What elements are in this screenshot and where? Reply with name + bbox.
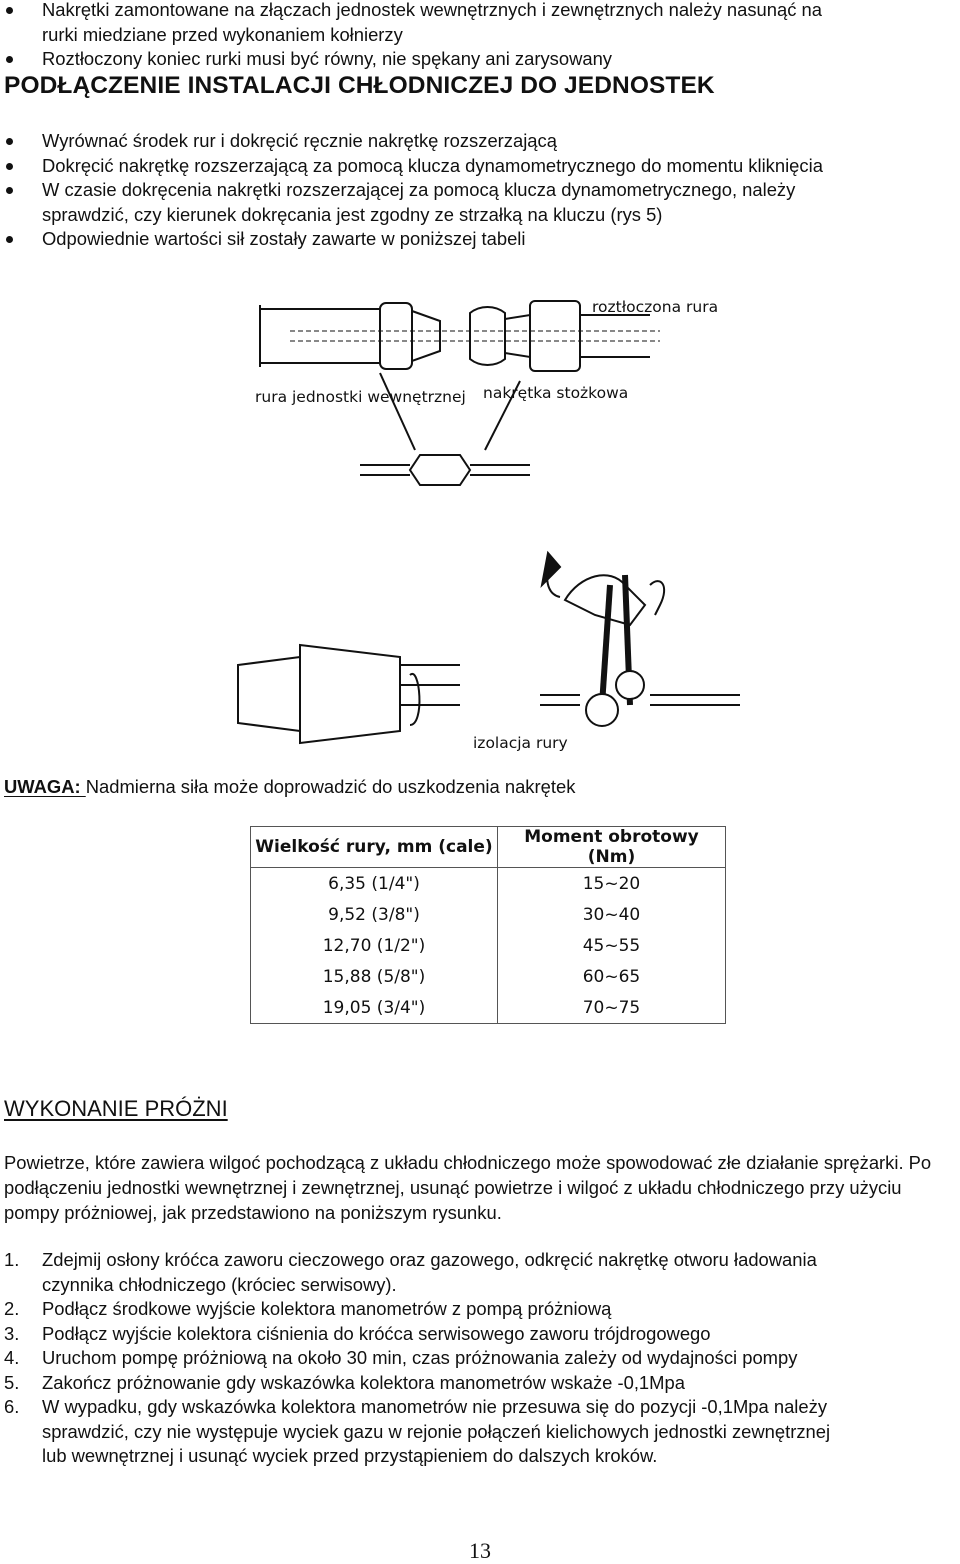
list-item [4, 1297, 960, 1322]
bullet-text: W czasie dokręcenia nakrętki rozszerzającej za pomocą klucza dynamometrycznego, należy [42, 179, 796, 200]
flare-connection-figure [230, 285, 750, 760]
connection-bullet-list [0, 129, 960, 252]
wrench-tightening-illustration [540, 553, 740, 726]
step-number: 3. [4, 1322, 20, 1344]
table-row [251, 961, 726, 992]
step-text: W wypadku, gdy wskazówka kolektora manometrów nie przesuwa się do pozycji -0,1Mpa należy [42, 1396, 828, 1417]
list-item [4, 1346, 960, 1371]
cell-torque: 15~20 [498, 868, 726, 900]
cell-torque: 70~75 [498, 992, 726, 1024]
step-text: lub wewnętrznej i usunąć wyciek przed przystąpieniem do dalszych kroków. [42, 1445, 658, 1466]
bullet-text: sprawdzić, czy kierunek dokręcania jest zgodny ze strzałką na kluczu (rys 5) [42, 203, 663, 225]
list-item [0, 227, 960, 252]
step-text: czynnika chłodniczego (króciec serwisowy). [42, 1273, 397, 1295]
bullet-text: rurki miedziane przed wykonaniem kołnierzy [42, 23, 403, 45]
list-item [0, 154, 960, 179]
warning-label: UWAGA: [4, 776, 86, 797]
table-row [251, 899, 726, 930]
section-heading-vacuum: WYKONANIE PRÓŻNI [4, 1096, 228, 1121]
cell-pipe-size: 6,35 (1/4") [251, 868, 498, 900]
step-text: Podłącz środkowe wyjście kolektora manometrów z pompą próżniową [42, 1298, 612, 1319]
label-indoor-pipe: rura jednostki wewnętrznej [255, 388, 466, 406]
cell-pipe-size: 19,05 (3/4") [251, 992, 498, 1024]
cell-torque: 45~55 [498, 930, 726, 961]
intro-bullet-list [0, 0, 960, 72]
vacuum-intro-paragraph: Powietrze, które zawiera wilgoć pochodzącą z układu chłodniczego może spowodować złe działanie sprężarki. Po podłączeniu jednostki wewnętrznej i zewnętrznej, usunąć powietrze i wilgoć z układu chłodniczego przy użyciu pompy próżniowej, jak przedstawiono na poniższym rysunku. [4, 1152, 932, 1223]
step-number: 4. [4, 1347, 20, 1368]
cell-pipe-size: 12,70 (1/2") [251, 930, 498, 961]
step-number: 5. [4, 1371, 20, 1393]
list-item [4, 1248, 960, 1297]
header-torque: Moment obrotowy (Nm) [498, 827, 726, 868]
step-number: 1. [4, 1249, 20, 1270]
bullet-text: Wyrównać środek rur i dokręcić ręcznie nakrętkę rozszerzającą [42, 130, 557, 151]
list-item [4, 1395, 960, 1469]
bullet-text: Roztłoczony koniec rurki musi być równy, nie spękany ani zarysowany [42, 48, 613, 69]
step-number: 2. [4, 1298, 20, 1319]
step-text: Podłącz wyjście kolektora ciśnienia do króćca serwisowego zaworu trójdrogowego [42, 1322, 711, 1344]
table-row [251, 992, 726, 1024]
bullet-text: Dokręcić nakrętkę rozszerzającą za pomocą klucza dynamometrycznego do momentu kliknięcia [42, 154, 823, 176]
page-number: 13 [469, 1538, 491, 1563]
table-row [251, 930, 726, 961]
torque-table [250, 826, 726, 1024]
list-item [0, 129, 960, 154]
step-text: sprawdzić, czy nie występuje wyciek gazu w rejonie połączeń kielichowych jednostki zewnętrznej [42, 1420, 831, 1442]
list-item-continuation [0, 23, 960, 48]
list-item [0, 0, 960, 23]
step-text: Zakończ próżnowanie gdy wskazówka kolektora manometrów wskaże -0,1Mpa [42, 1371, 685, 1393]
bullet-text: Nakrętki zamontowane na złączach jednostek wewnętrznych i zewnętrznych należy nasunąć na [42, 0, 822, 20]
label-cone-nut: nakrętka stożkowa [483, 384, 629, 402]
cell-pipe-size: 9,52 (3/8") [251, 899, 498, 930]
insulated-pipe-illustration [238, 645, 460, 743]
list-item [0, 178, 960, 203]
list-item-continuation [0, 203, 960, 228]
warning-note [4, 775, 575, 800]
section-heading-refrigerant-connection: PODŁĄCZENIE INSTALACJI CHŁODNICZEJ DO JEDNOSTEK [4, 72, 715, 99]
table-header-row [251, 827, 726, 868]
bullet-text: Odpowiednie wartości sił zostały zawarte w poniższej tabeli [42, 228, 526, 249]
table-row [251, 868, 726, 900]
header-pipe-size: Wielkość rury, mm (cale) [251, 827, 498, 868]
label-insulation: izolacja rury [473, 734, 568, 752]
list-item [0, 47, 960, 72]
cell-torque: 60~65 [498, 961, 726, 992]
step-number: 6. [4, 1396, 20, 1417]
vacuum-steps-list [4, 1248, 960, 1469]
list-item [4, 1322, 960, 1347]
label-flared-pipe: roztłoczona rura [592, 298, 719, 316]
cell-torque: 30~40 [498, 899, 726, 930]
cell-pipe-size: 15,88 (5/8") [251, 961, 498, 992]
step-text: Uruchom pompę próżniową na około 30 min, czas próżnowania zależy od wydajności pompy [42, 1347, 798, 1368]
step-text: Zdejmij osłony króćca zaworu cieczowego oraz gazowego, odkręcić nakrętkę otworu ładowania [42, 1249, 817, 1270]
list-item [4, 1371, 960, 1396]
warning-text: Nadmierna siła może doprowadzić do uszkodzenia nakrętek [85, 776, 576, 797]
